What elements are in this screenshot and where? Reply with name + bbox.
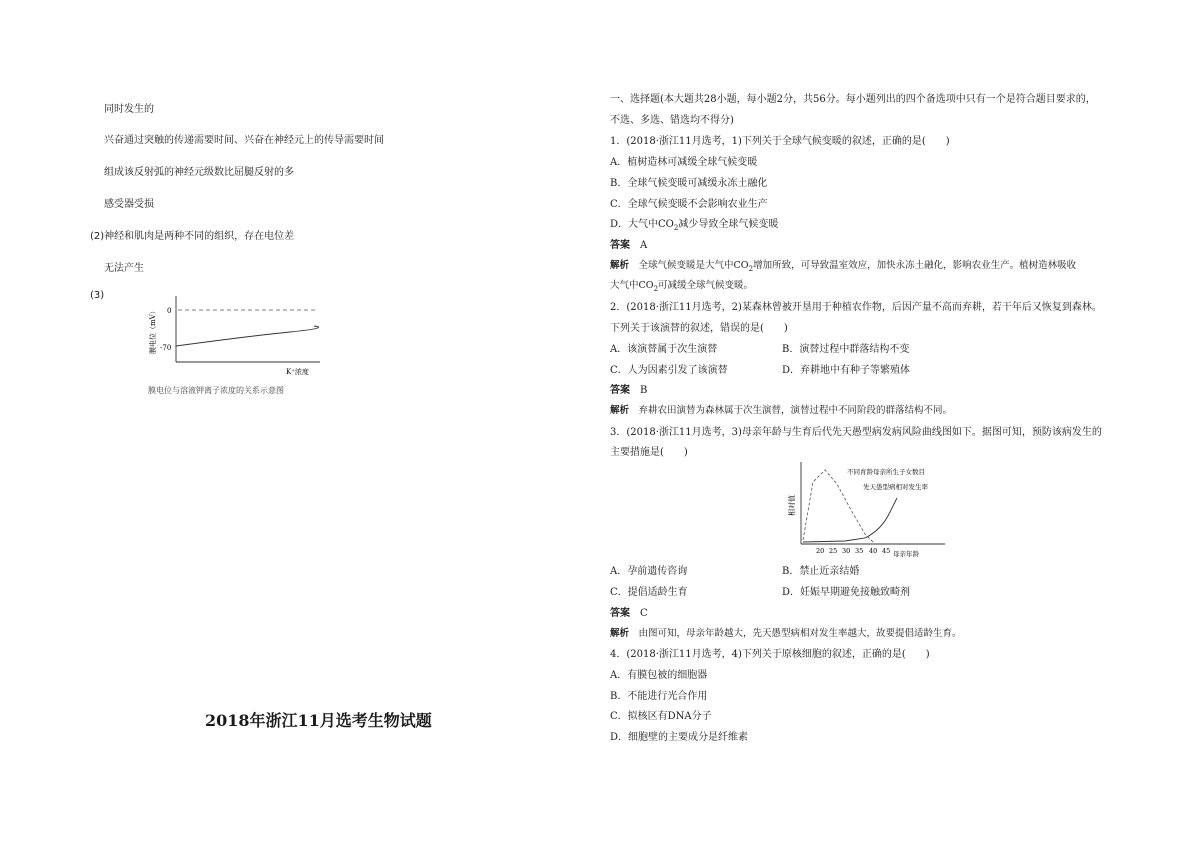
q2-option-a: A．该演替属于次生演替 bbox=[610, 344, 718, 355]
q1-option-d: D．大气中$CO_2$减少导致全球气候变暖 bbox=[610, 219, 779, 232]
graph2-ylabel: 相对值 bbox=[788, 495, 796, 516]
graph2-legend-1: 不同育龄母亲所生子女数目 bbox=[847, 468, 925, 476]
q2-options-row-2 bbox=[610, 361, 954, 376]
left-line-2: 兴奋通过突触的传递需要时间、兴奋在神经元上的传导需要时间 bbox=[104, 135, 384, 146]
left-line-3: 组成该反射弧的神经元级数比屈腿反射的多 bbox=[104, 167, 294, 178]
left-line-1: 同时发生的 bbox=[104, 104, 154, 115]
graph2-births-curve bbox=[803, 470, 875, 544]
q3-options-row-2 bbox=[610, 583, 954, 598]
section-header-2: 不选、多选、错选均不得分) bbox=[610, 115, 734, 126]
graph2-tick-20: 20 bbox=[816, 547, 825, 555]
q3-options-row-1 bbox=[610, 562, 954, 577]
q3-option-a: A．孕前遗传咨询 bbox=[610, 566, 688, 577]
graph2-legend-2: 先天愚型病相对发生率 bbox=[863, 483, 928, 491]
document-title: 2018年浙江11月选考生物试题 bbox=[205, 711, 432, 730]
left-line-4: 感受器受损 bbox=[104, 199, 154, 210]
q3-option-c: C．提倡适龄生育 bbox=[610, 587, 688, 598]
graph1-tick-0: 0 bbox=[167, 307, 172, 315]
left-line-7: (3) bbox=[90, 290, 105, 301]
graph2-incidence-curve bbox=[803, 498, 897, 542]
maternal-age-graph bbox=[785, 460, 985, 560]
left-line-6: 无法产生 bbox=[104, 263, 144, 274]
q3-answer: 答案 C bbox=[610, 608, 648, 619]
q1-option-a: A．植树造林可减缓全球气候变暖 bbox=[610, 157, 758, 168]
q3-option-b: B．禁止近亲结婚 bbox=[782, 566, 860, 577]
q2-option-c: C．人为因素引发了该演替 bbox=[610, 365, 728, 376]
graph2-tick-25: 25 bbox=[829, 547, 838, 555]
graph1-curve bbox=[176, 326, 319, 346]
section-header: 一、选择题(本大题共28小题，每小题2分，共56分。每小题列出的四个备选项中只有一个是符合题目要求的， bbox=[610, 94, 1096, 105]
graph1-ylabel: 膜电位（mV） bbox=[149, 307, 157, 354]
graph1-xlabel: K⁺浓度 bbox=[286, 368, 309, 376]
q2-option-b: B．演替过程中群落结构不变 bbox=[782, 344, 910, 355]
graph2-tick-40: 40 bbox=[869, 547, 878, 555]
q2-explanation: 解析 弃耕农田演替为森林属于次生演替，演替过程中不同阶段的群落结构不同。 bbox=[610, 405, 953, 416]
q1-option-c: C．全球气候变暖不会影响农业生产 bbox=[610, 199, 768, 210]
left-line-5: (2)神经和肌肉是两种不同的组织，存在电位差 bbox=[90, 231, 295, 242]
q2-option-d: D．弃耕地中有种子等繁殖体 bbox=[782, 365, 911, 376]
graph2-tick-45: 45 bbox=[882, 547, 891, 555]
q4-stem: 4．(2018·浙江11月选考，4)下列关于原核细胞的叙述，正确的是( ) bbox=[610, 649, 930, 660]
q1-explanation-2: 大气中$CO_2$可减缓全球气候变暖。 bbox=[610, 280, 754, 293]
q2-answer: 答案 B bbox=[610, 385, 648, 396]
graph2-xlabel: 母亲年龄 bbox=[893, 550, 919, 558]
q1-answer: 答案 A bbox=[610, 240, 648, 251]
q2-stem-2: 下列关于该演替的叙述，错误的是( ) bbox=[610, 323, 788, 334]
graph1-tick-minus70: -70 bbox=[160, 344, 172, 352]
graph2-tick-35: 35 bbox=[855, 547, 864, 555]
q1-option-b: B．全球气候变暖可减缓永冻土融化 bbox=[610, 178, 768, 189]
q4-option-d: D．细胞壁的主要成分是纤维素 bbox=[610, 732, 749, 743]
q4-option-c: C．拟核区有DNA分子 bbox=[610, 711, 712, 722]
q2-options-row-1 bbox=[610, 340, 954, 355]
graph1-caption: 膜电位与溶液钾离子浓度的关系示意图 bbox=[148, 386, 284, 395]
q4-option-a: A．有膜包被的细胞器 bbox=[610, 670, 708, 681]
q2-stem: 2．(2018·浙江11月选考，2)某森林曾被开垦用于种植农作物，后因产量不高而弃耕，若干年后又恢复到森林。 bbox=[610, 302, 1102, 313]
q3-option-d: D．妊娠早期避免接触致畸剂 bbox=[782, 587, 911, 598]
q4-option-b: B．不能进行光合作用 bbox=[610, 691, 708, 702]
q1-explanation-1: 解析 全球气候变暖是大气中$CO_2$增加所致，可导致温室效应，加快永冻土融化，影响农业生产。植树造林吸收 bbox=[610, 260, 1077, 273]
graph2-tick-30: 30 bbox=[842, 547, 851, 555]
q3-explanation: 解析 由图可知，母亲年龄越大，先天愚型病相对发生率越大，故要提倡适龄生育。 bbox=[610, 628, 962, 639]
q3-stem: 3．(2018·浙江11月选考，3)母亲年龄与生育后代先天愚型病发病风险曲线图如下。据图可知，预防该病发生的 bbox=[610, 427, 1102, 438]
q1-stem: 1．(2018·浙江11月选考，1)下列关于全球气候变暖的叙述，正确的是( ) bbox=[610, 136, 950, 147]
membrane-potential-graph bbox=[140, 290, 340, 400]
q3-stem-2: 主要措施是( ) bbox=[610, 447, 688, 458]
